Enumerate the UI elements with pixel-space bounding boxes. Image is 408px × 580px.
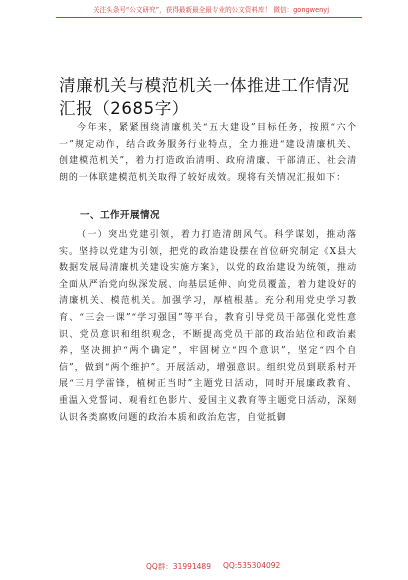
body-paragraph: （一）突出党建引领，着力打造清朗风气。科学谋划，推动落实。坚持以党建为引领，把党的政治建设摆在首位研究制定《X县大数据发展局清廉机关建设实施方案》，以党的政治建设为统领，推动全面从严治党向纵深发展、向基层延伸、向党员覆盖，着力建设好的清廉机关、模范机关。加强学习，厚植根基。充分利用党史学习教育、“三会一课”“学习强国”等平台，教育引导党员干部强化党性意识、党员意识和组织观念，不断提高党员干部的政治站位和政治素养，坚决拥护“两个确定”，牢固树立“四个意识”，坚定“四个自信”，做到“两个维护”。开展活动，增强意识。组织党员到联系村开展“三月学雷锋，植树正当时”主题党日活动，同时开展廉政教育、重温入党誓词、观看红色影片、爱国主义教育等主题党日活动，深刻认识各类腐败问题的政治本质和政治危害，自觉抵御 — [59, 230, 357, 423]
intro-paragraph: 今年来，紧紧围绕清廉机关“五大建设”目标任务，按照“六个一”规定动作，结合政务服务行业特点，全力推进“建设清廉机关、创建模范机关”，着力打造政治清明、政府清廉、干部清正、社会清朗的一体联建模范机关取得了较好成效。现将有关情况汇报如下： — [59, 123, 357, 183]
document-title: 清廉机关与模范机关一体推进工作情况汇报（2685字） — [59, 76, 350, 118]
footer-qq-group: QQ群：31991489 — [146, 562, 211, 571]
section-heading: 一、工作开展情况 — [80, 210, 161, 221]
header-divider — [56, 17, 362, 18]
header-notice: 关注头条号“公文研究”，获得最新最全最专业的公文资料库！ 微信：gongwenyj — [92, 6, 330, 14]
footer-qq-contact: QQ:535304092 — [223, 561, 281, 570]
